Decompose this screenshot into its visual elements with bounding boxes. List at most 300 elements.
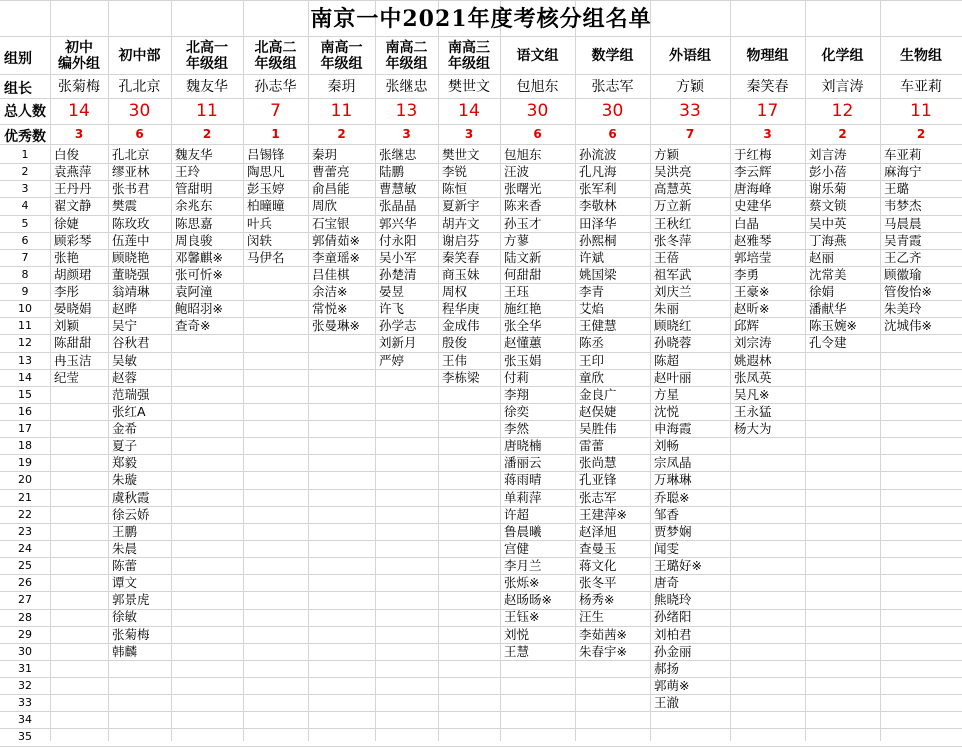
member-cell[interactable]: 王乙齐: [884, 249, 922, 265]
group-excellent-count: 7: [685, 127, 695, 141]
member-cell[interactable]: 董晓强: [112, 266, 150, 282]
member-cell[interactable]: 王豪※: [734, 284, 770, 299]
member-cell[interactable]: 陈超: [654, 352, 680, 368]
member-cell[interactable]: 唐海峰: [734, 181, 772, 197]
member-cell[interactable]: 王健慧: [579, 318, 617, 334]
member-cell[interactable]: 赵蓉: [112, 369, 138, 385]
member-cell[interactable]: 袁阿潼: [175, 284, 213, 299]
member-cell[interactable]: 王慧: [504, 643, 530, 659]
group-total: 11: [330, 101, 353, 121]
member-cell[interactable]: 吴小军: [379, 249, 417, 265]
member-cell[interactable]: 何甜甜: [504, 266, 542, 282]
group-excellent-count: 2: [202, 127, 212, 141]
member-cell[interactable]: 吕佳棋: [312, 266, 350, 282]
member-cell[interactable]: 谷秋君: [112, 335, 150, 351]
member-cell[interactable]: 陈思嘉: [175, 215, 213, 231]
member-cell[interactable]: 宗凤晶: [654, 455, 692, 471]
member-cell[interactable]: 马伊名: [247, 249, 285, 265]
member-cell[interactable]: 刘柏君: [654, 626, 692, 642]
group-total: 14: [68, 101, 90, 121]
member-cell[interactable]: 邹香: [654, 506, 680, 522]
member-cell[interactable]: 张尚慧: [579, 455, 617, 471]
member-cell[interactable]: 陆鹏: [379, 164, 405, 180]
member-cell[interactable]: 秦笑春: [442, 249, 480, 265]
member-cell[interactable]: 朱璇: [112, 472, 138, 488]
member-cell[interactable]: 秦玥: [312, 147, 338, 162]
member-cell[interactable]: 孔令建: [809, 335, 847, 351]
member-cell[interactable]: 付莉: [504, 369, 530, 385]
member-cell[interactable]: 韦梦杰: [884, 198, 922, 214]
member-cell[interactable]: 常悦※: [312, 301, 348, 317]
member-cell[interactable]: 王建萍※: [579, 506, 627, 522]
member-cell[interactable]: 李月兰: [504, 558, 542, 573]
row-number: 29: [18, 627, 32, 641]
row-number: 28: [18, 610, 32, 624]
row-number: 30: [18, 644, 32, 658]
member-cell[interactable]: 晏晓娟: [54, 301, 92, 317]
member-cell[interactable]: 王玲: [175, 164, 201, 180]
member-cell[interactable]: 郭萌※: [654, 677, 690, 693]
member-cell[interactable]: 吴宁: [112, 318, 138, 334]
member-cell[interactable]: 王珏: [504, 284, 530, 299]
group-header: 数学组: [591, 48, 634, 64]
member-cell[interactable]: 孙学志: [379, 318, 417, 334]
member-cell[interactable]: 徐云娇: [112, 506, 150, 522]
member-cell[interactable]: 孙晓蓉: [654, 335, 692, 351]
member-cell[interactable]: 张冬萍: [654, 232, 692, 248]
member-cell[interactable]: 徐奕: [504, 403, 530, 419]
member-cell[interactable]: 孙楚清: [379, 266, 417, 282]
member-cell[interactable]: 孙熙桐: [579, 232, 617, 248]
group-leader: 秦笑春: [746, 79, 789, 95]
row-number: 21: [18, 490, 32, 504]
member-cell[interactable]: 许斌: [579, 249, 605, 265]
group-leader: 张志军: [591, 79, 634, 95]
member-cell[interactable]: 王秋红: [654, 215, 692, 231]
member-cell[interactable]: 申海霞: [654, 421, 692, 436]
member-cell[interactable]: 范瑞强: [112, 386, 150, 402]
member-cell[interactable]: 彭小蓓: [809, 164, 847, 180]
member-cell[interactable]: 雷蕾: [579, 438, 605, 454]
member-cell[interactable]: 韩麟: [112, 643, 138, 659]
member-cell[interactable]: 刘颖: [54, 318, 80, 334]
member-cell[interactable]: 查曼玉: [579, 540, 617, 556]
member-cell[interactable]: 樊世文: [442, 147, 480, 162]
member-cell[interactable]: 张烁※: [504, 575, 540, 591]
member-cell[interactable]: 曹慧敏: [379, 181, 417, 197]
member-cell[interactable]: 胡颜珺: [54, 266, 92, 282]
gridline-horizontal: [0, 677, 962, 678]
member-cell[interactable]: 王印: [579, 352, 605, 368]
member-cell[interactable]: 陈玉婉※: [809, 318, 857, 334]
member-cell[interactable]: 孙玉才: [504, 215, 542, 231]
row-number: 19: [18, 456, 32, 470]
row-label-excellent: 优秀数: [4, 129, 46, 145]
member-cell[interactable]: 殷俊: [442, 335, 468, 351]
member-cell[interactable]: 孙金丽: [654, 643, 692, 659]
member-cell[interactable]: 祖军武: [654, 266, 692, 282]
member-cell[interactable]: 童欣: [579, 369, 605, 385]
member-cell[interactable]: 石宝银: [312, 215, 350, 231]
member-cell[interactable]: 陆文新: [504, 249, 542, 265]
member-cell[interactable]: 张晶晶: [379, 198, 417, 214]
gridline-horizontal: [0, 694, 962, 695]
group-header: 语文组: [516, 48, 559, 64]
member-cell[interactable]: 鲍昭羽※: [175, 301, 223, 317]
row-label-total: 总人数: [4, 104, 46, 120]
member-cell[interactable]: 金希: [112, 421, 138, 436]
member-cell[interactable]: 白俊: [54, 147, 80, 162]
row-number: 20: [18, 473, 32, 487]
member-cell[interactable]: 陈恒: [442, 181, 468, 197]
member-cell[interactable]: 郝扬: [654, 660, 680, 676]
member-cell[interactable]: 樊震: [112, 198, 138, 214]
member-cell[interactable]: 李锐: [442, 164, 468, 180]
row-number: 3: [21, 182, 29, 196]
member-cell[interactable]: 吴胜伟: [579, 421, 617, 436]
member-cell[interactable]: 张冬平: [579, 575, 617, 591]
member-cell[interactable]: 余洁※: [312, 284, 348, 299]
member-cell[interactable]: 姚国梁: [579, 266, 617, 282]
member-cell[interactable]: 管俊怡※: [884, 284, 932, 299]
member-cell[interactable]: 李翔: [504, 386, 530, 402]
member-cell[interactable]: 许飞: [379, 301, 405, 317]
member-cell[interactable]: 陈蕾: [112, 558, 138, 573]
member-cell[interactable]: 刘言涛: [809, 147, 847, 162]
member-cell[interactable]: 赵叶丽: [654, 369, 692, 385]
member-cell[interactable]: 袁燕萍: [54, 164, 92, 180]
member-cell[interactable]: 鲁晨曦: [504, 523, 542, 539]
member-cell[interactable]: 汪生: [579, 609, 605, 625]
member-cell[interactable]: 张曼琳※: [312, 318, 360, 334]
member-cell[interactable]: 熊晓玲: [654, 592, 692, 608]
member-cell[interactable]: 方星: [654, 386, 680, 402]
member-cell[interactable]: 叶兵: [247, 215, 273, 231]
member-cell[interactable]: 赵雅琴: [734, 232, 772, 248]
member-cell[interactable]: 方颖: [654, 147, 680, 162]
row-number: 4: [21, 199, 29, 213]
member-cell[interactable]: 赵晔: [112, 301, 138, 317]
group-total: 11: [910, 101, 932, 121]
member-cell[interactable]: 田泽华: [579, 215, 617, 231]
member-cell[interactable]: 王丹丹: [54, 181, 92, 197]
member-cell[interactable]: 彭玉婷: [247, 181, 285, 197]
member-cell[interactable]: 吕锡锋: [247, 147, 285, 162]
group-leader: 孔北京: [118, 79, 161, 95]
member-cell[interactable]: 周欣: [312, 198, 338, 214]
member-cell[interactable]: 施红艳: [504, 301, 542, 317]
member-cell[interactable]: 杨大为: [734, 421, 772, 436]
member-cell[interactable]: 张曙光: [504, 181, 542, 197]
member-cell[interactable]: 俞昌能: [312, 181, 350, 197]
group-total: 30: [128, 101, 151, 121]
member-cell[interactable]: 李彤: [54, 284, 80, 299]
member-cell[interactable]: 贾梦娴: [654, 523, 692, 539]
member-cell[interactable]: 谢乐菊: [809, 181, 847, 197]
member-cell[interactable]: 朱丽: [654, 301, 680, 317]
member-cell[interactable]: 周良骏: [175, 232, 213, 248]
group-excellent-count: 6: [135, 127, 144, 141]
member-cell[interactable]: 宫健: [504, 540, 530, 556]
member-cell[interactable]: 陈甜甜: [54, 335, 92, 351]
member-cell[interactable]: 余兆东: [175, 198, 213, 214]
member-cell[interactable]: 张书君: [112, 181, 150, 197]
member-cell[interactable]: 姚遐林: [734, 352, 772, 368]
group-excellent-count: 6: [608, 127, 617, 141]
member-cell[interactable]: 邓馨麒※: [175, 249, 223, 265]
member-list: [379, 146, 436, 369]
member-cell[interactable]: 朱春宇※: [579, 643, 627, 659]
member-cell[interactable]: 金良广: [579, 386, 617, 402]
member-cell[interactable]: 史建华: [734, 198, 772, 214]
group-excellent-count: 1: [271, 127, 280, 141]
member-cell[interactable]: 谢启芬: [442, 232, 480, 248]
member-cell[interactable]: 刘宗涛: [734, 335, 772, 351]
group-header: 物理组: [746, 48, 789, 64]
member-cell[interactable]: 纪莹: [54, 369, 80, 385]
member-cell[interactable]: 张志军: [579, 489, 617, 505]
member-cell[interactable]: 查奇※: [175, 318, 211, 334]
member-cell[interactable]: 管甜明: [175, 181, 213, 197]
member-cell[interactable]: 刘新月: [379, 335, 417, 351]
member-cell[interactable]: 胡卉文: [442, 215, 480, 231]
member-cell[interactable]: 晏昱: [379, 284, 405, 299]
member-cell[interactable]: 夏子: [112, 438, 138, 454]
member-cell[interactable]: 王澈: [654, 695, 680, 710]
member-cell[interactable]: 顾徽瑜: [884, 266, 922, 282]
member-cell[interactable]: 程华庚: [442, 301, 480, 317]
member-cell[interactable]: 沈悦: [654, 403, 680, 419]
member-cell[interactable]: 商玉妹: [442, 266, 480, 282]
group-header: 北高二 年级组: [254, 40, 297, 72]
member-cell[interactable]: 虞秋霞: [112, 489, 150, 505]
row-number: 18: [18, 439, 32, 453]
member-cell[interactable]: 刘庆兰: [654, 284, 692, 299]
row-number: 24: [18, 541, 32, 555]
row-number: 10: [18, 302, 32, 316]
group-excellent-count: 2: [337, 127, 346, 141]
member-cell[interactable]: 顾彩琴: [54, 232, 92, 248]
gridline-horizontal: [0, 74, 962, 75]
member-cell[interactable]: 陈丞: [579, 335, 605, 351]
member-cell[interactable]: 李青: [579, 284, 605, 299]
member-cell[interactable]: 赵泽旭: [579, 523, 617, 539]
row-number: 31: [18, 661, 32, 675]
member-cell[interactable]: 艾焰: [579, 301, 605, 317]
member-cell[interactable]: 张红A: [112, 403, 146, 419]
member-cell[interactable]: 万立新: [654, 198, 692, 214]
member-cell[interactable]: 许超: [504, 506, 530, 522]
member-cell[interactable]: 郭培莹: [734, 249, 772, 265]
member-cell[interactable]: 高慧英: [654, 181, 692, 197]
group-excellent-count: 2: [838, 127, 847, 141]
member-cell[interactable]: 吴中英: [809, 215, 847, 231]
row-number: 33: [18, 696, 32, 710]
member-cell[interactable]: 刘悦: [504, 626, 530, 642]
group-excellent-count: 3: [763, 127, 772, 141]
row-number: 15: [18, 387, 32, 401]
member-cell[interactable]: 方蓼: [504, 232, 530, 248]
member-cell[interactable]: 汪波: [504, 164, 530, 180]
member-cell[interactable]: 沈城伟※: [884, 318, 932, 334]
group-total: 33: [679, 101, 701, 121]
member-cell[interactable]: 魏友华: [175, 147, 213, 162]
member-cell[interactable]: 朱美玲: [884, 301, 922, 317]
member-cell[interactable]: 周权: [442, 284, 468, 299]
member-cell[interactable]: 吴洪亮: [654, 164, 692, 180]
member-cell[interactable]: 王蓓: [654, 249, 680, 265]
member-cell[interactable]: 赵丽: [809, 249, 835, 265]
group-total: 17: [756, 101, 779, 121]
member-cell[interactable]: 曹蕾亮: [312, 164, 350, 180]
member-cell[interactable]: 李云辉: [734, 164, 772, 180]
member-cell[interactable]: 李童瑶※: [312, 249, 360, 265]
member-cell[interactable]: 郭兴华: [379, 215, 417, 231]
member-cell[interactable]: 王璐好※: [654, 558, 702, 573]
member-cell[interactable]: 李然: [504, 421, 530, 436]
member-cell[interactable]: 翟文静: [54, 198, 92, 214]
group-header: 化学组: [821, 48, 864, 64]
member-cell[interactable]: 谭文: [112, 575, 138, 591]
member-list: [112, 146, 169, 660]
member-cell[interactable]: 付永阳: [379, 232, 417, 248]
member-cell[interactable]: 李茹茜※: [579, 626, 627, 642]
member-cell[interactable]: 赵昕※: [734, 301, 770, 317]
member-cell[interactable]: 冉玉洁: [54, 352, 92, 368]
member-cell[interactable]: 麻海宁: [884, 164, 922, 180]
member-cell[interactable]: 徐娟: [809, 284, 835, 299]
member-cell[interactable]: 陈来香: [504, 198, 542, 214]
member-cell[interactable]: 乔聪※: [654, 489, 690, 505]
member-cell[interactable]: 夏新宇: [442, 198, 480, 214]
group-total: 30: [601, 101, 624, 121]
member-cell[interactable]: 单莉萍: [504, 489, 542, 505]
member-cell[interactable]: 缪亚林: [112, 164, 150, 180]
member-cell[interactable]: 车亚莉: [884, 147, 922, 162]
group-header: 北高一 年级组: [186, 40, 228, 72]
group-header: 南高一 年级组: [320, 40, 363, 72]
member-cell[interactable]: 孙流波: [579, 147, 617, 162]
member-cell[interactable]: 李敬林: [579, 198, 617, 214]
member-cell[interactable]: 朱晨: [112, 540, 138, 556]
member-cell[interactable]: 赵懂蕙: [504, 335, 542, 351]
member-cell[interactable]: 郭倩茹※: [312, 232, 360, 248]
row-number: 25: [18, 559, 32, 573]
group-leader: 刘言涛: [821, 79, 864, 95]
member-cell[interactable]: 顾晓艳: [112, 249, 150, 265]
member-cell[interactable]: 张全华: [504, 318, 542, 334]
group-excellent-count: 2: [916, 127, 926, 141]
member-cell[interactable]: 郭景虎: [112, 592, 150, 608]
member-cell[interactable]: 吴凡※: [734, 386, 770, 402]
group-header: 初中部: [118, 48, 161, 64]
member-cell[interactable]: 吴青霞: [884, 232, 922, 248]
member-cell[interactable]: 张菊梅: [112, 626, 150, 642]
member-cell[interactable]: 沈常美: [809, 266, 847, 282]
member-cell[interactable]: 万琳琳: [654, 472, 692, 488]
member-list: [312, 146, 373, 334]
row-label-group: 组别: [4, 51, 32, 67]
member-cell[interactable]: 郑毅: [112, 455, 138, 471]
member-cell[interactable]: 李勇: [734, 266, 760, 282]
member-cell[interactable]: 白晶: [734, 215, 760, 231]
member-cell[interactable]: 徐婕: [54, 215, 80, 231]
member-cell[interactable]: 金成伟: [442, 318, 480, 334]
member-cell[interactable]: 王永猛: [734, 403, 772, 419]
member-cell[interactable]: 翁靖琳: [112, 284, 150, 299]
member-cell[interactable]: 张艳: [54, 249, 80, 265]
member-cell[interactable]: 张继忠: [379, 147, 417, 162]
member-cell[interactable]: 潘丽云: [504, 455, 542, 471]
member-cell[interactable]: 马晨晨: [884, 215, 922, 231]
group-total: 7: [270, 101, 281, 121]
member-cell[interactable]: 张可忻※: [175, 266, 223, 282]
member-cell[interactable]: 王鹏: [112, 523, 138, 539]
group-leader: 孙志华: [254, 79, 297, 95]
row-number: 17: [18, 422, 32, 436]
member-cell[interactable]: 赵俣婕: [579, 403, 617, 419]
member-cell[interactable]: 唐晓楠: [504, 438, 542, 454]
row-number: 13: [18, 353, 32, 367]
page-title: 南京一中2021年度考核分组名单: [310, 6, 652, 32]
member-cell[interactable]: 李栋梁: [442, 369, 480, 385]
group-excellent-count: 3: [402, 127, 411, 141]
member-cell[interactable]: 潘献华: [809, 301, 847, 317]
member-cell[interactable]: 闵轶: [247, 232, 273, 248]
member-cell[interactable]: 孔亚锋: [579, 472, 617, 488]
member-cell[interactable]: 张玉娟: [504, 352, 542, 368]
member-cell[interactable]: 唐奇: [654, 575, 680, 591]
member-list: [442, 146, 498, 386]
member-cell[interactable]: 伍莲中: [112, 232, 150, 248]
member-cell[interactable]: 陶思凡: [247, 164, 285, 180]
group-excellent-count: 3: [74, 127, 84, 141]
member-cell[interactable]: 陈玫玫: [112, 215, 150, 231]
member-cell[interactable]: 严婷: [379, 352, 405, 368]
member-cell[interactable]: 张军利: [579, 181, 617, 197]
gridline-horizontal: [0, 144, 962, 145]
member-cell[interactable]: 蒋文化: [579, 558, 617, 573]
member-cell[interactable]: 于红梅: [734, 147, 772, 162]
member-cell[interactable]: 顾晓红: [654, 318, 692, 334]
member-cell[interactable]: 杨秀※: [579, 592, 615, 608]
group-excellent-count: 6: [533, 127, 542, 141]
member-cell[interactable]: 吴敏: [112, 352, 138, 368]
group-leader: 方颖: [676, 79, 704, 95]
member-cell[interactable]: 孙绪阳: [654, 609, 692, 625]
member-cell[interactable]: 柏曈曈: [247, 198, 285, 214]
member-cell[interactable]: 王伟: [442, 352, 468, 368]
member-cell[interactable]: 王璐: [884, 181, 910, 197]
row-number: 34: [18, 713, 32, 727]
member-cell[interactable]: 邱辉: [734, 318, 760, 334]
member-cell[interactable]: 徐敏: [112, 609, 138, 625]
member-cell[interactable]: 丁海燕: [809, 232, 847, 248]
row-number: 11: [18, 319, 32, 333]
member-cell[interactable]: 王钰※: [504, 609, 540, 625]
member-cell[interactable]: 蔡文锁: [809, 198, 847, 214]
member-cell[interactable]: 孔北京: [112, 147, 150, 162]
member-cell[interactable]: 蒋雨晴: [504, 472, 542, 488]
member-cell[interactable]: 包旭东: [504, 147, 542, 162]
member-cell[interactable]: 孔凡海: [579, 164, 617, 180]
group-total: 14: [458, 101, 480, 121]
member-cell[interactable]: 刘畅: [654, 438, 680, 454]
row-number: 2: [21, 165, 29, 179]
member-cell[interactable]: 张凤英: [734, 369, 772, 385]
member-cell[interactable]: 闻雯: [654, 540, 680, 556]
member-cell[interactable]: 赵旸旸※: [504, 592, 552, 608]
